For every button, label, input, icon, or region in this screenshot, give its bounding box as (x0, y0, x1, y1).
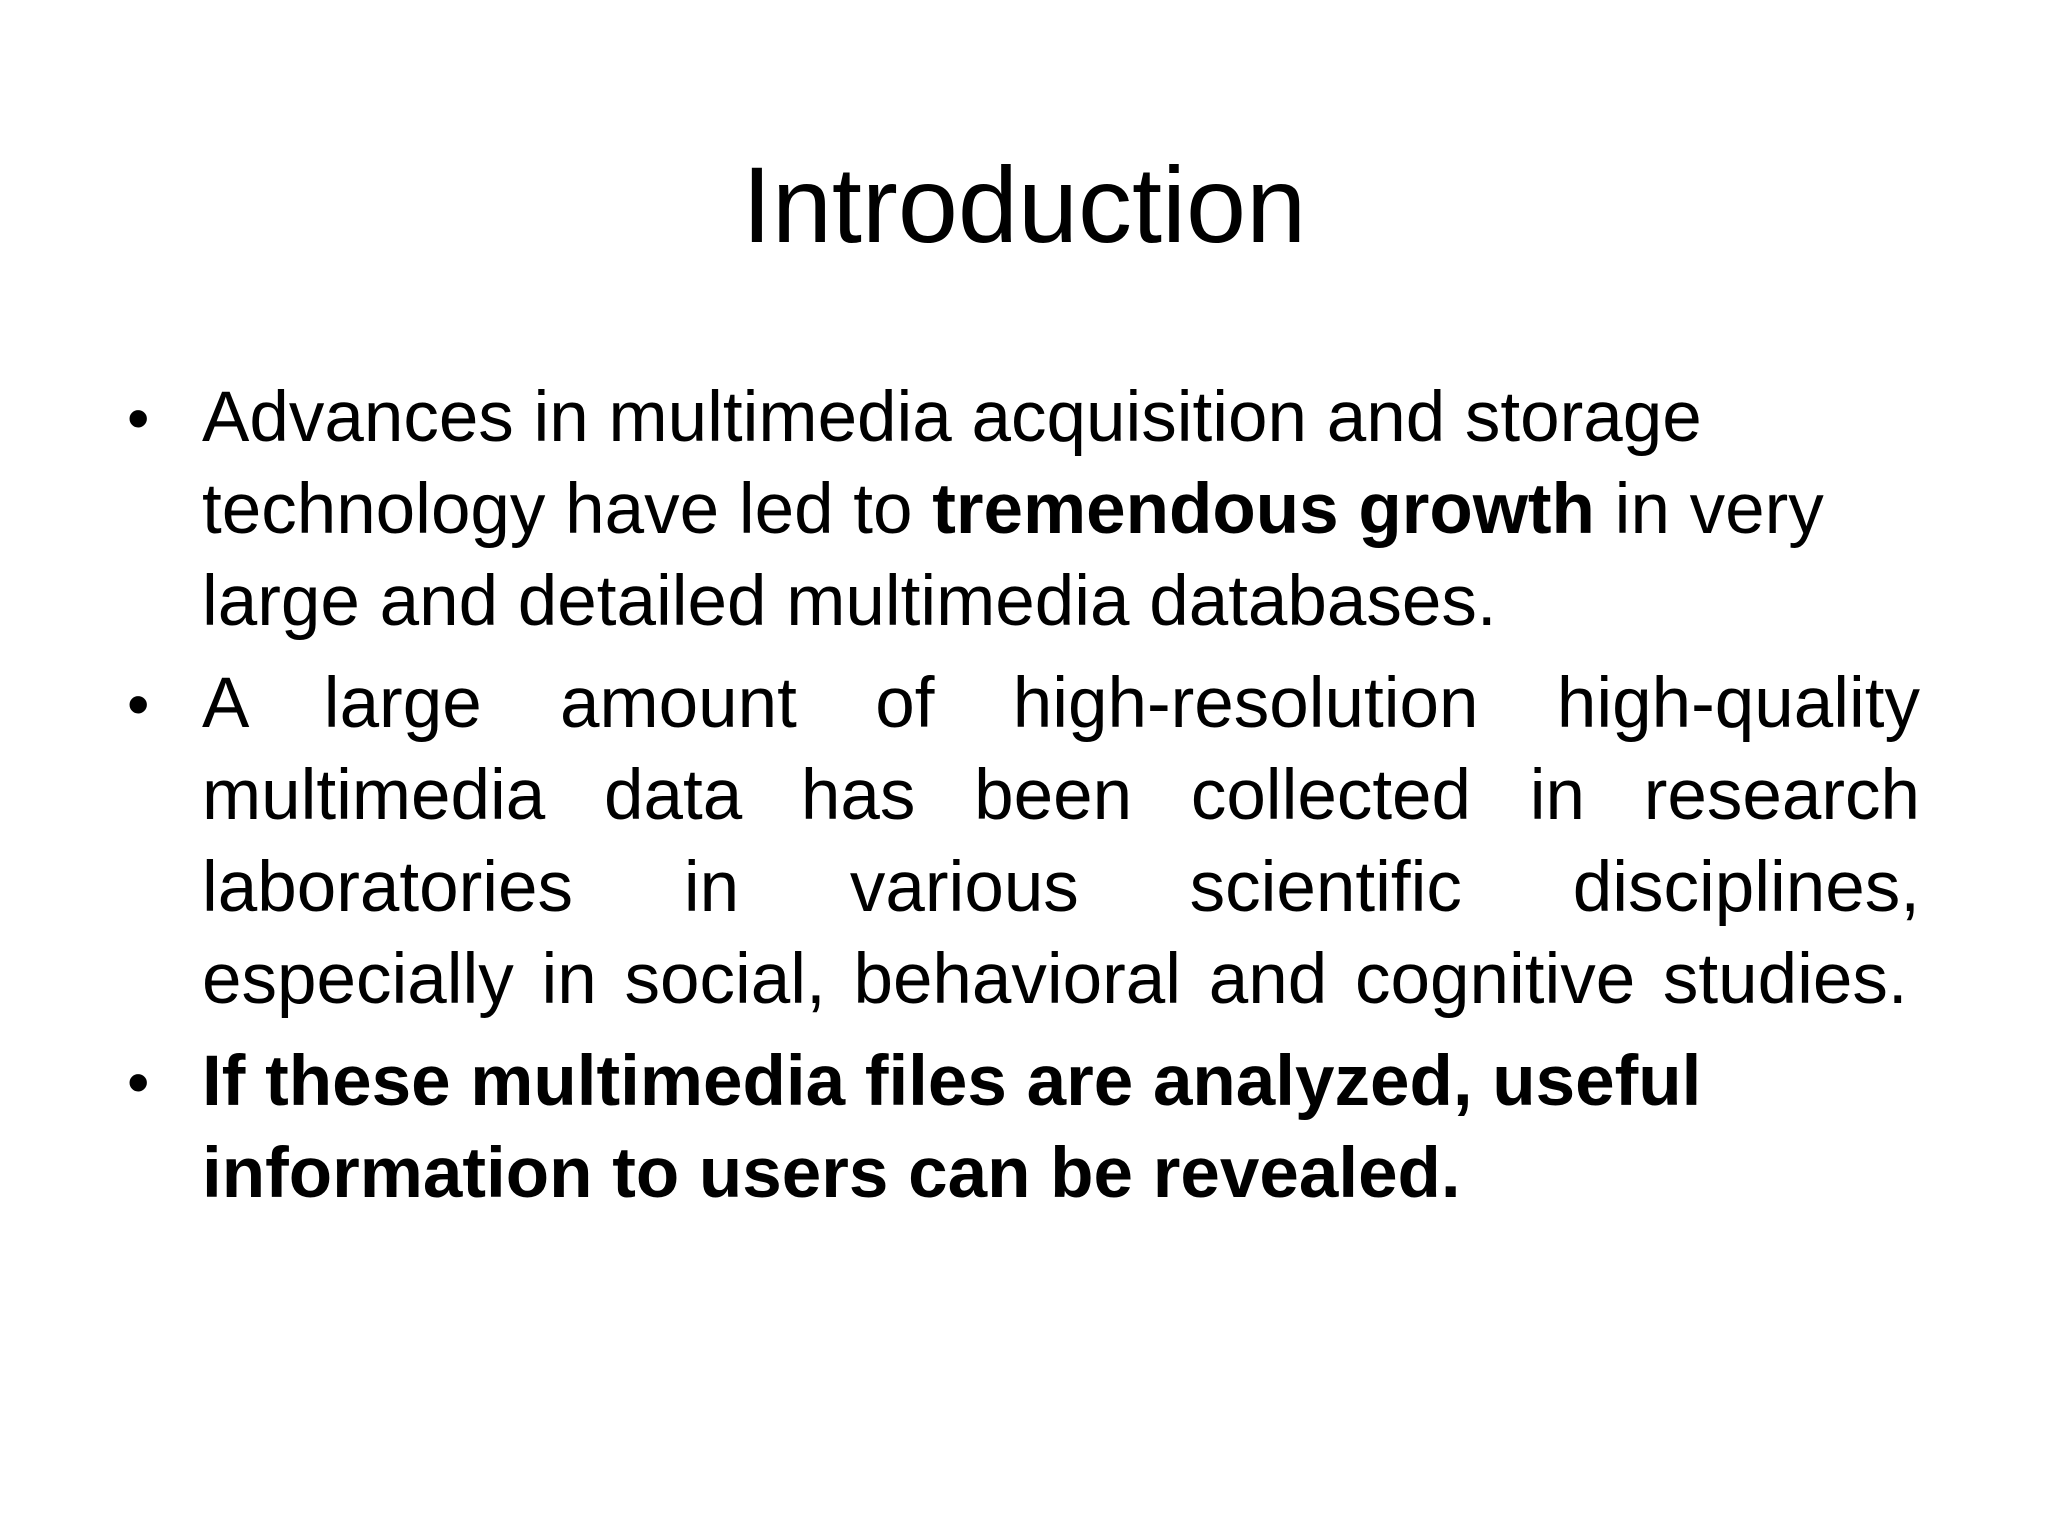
bullet-item-2 (120, 658, 1920, 1026)
bullet-list (120, 372, 1920, 1230)
bullet-dot-icon: • (127, 382, 150, 454)
slide-title: Introduction (741, 144, 1307, 265)
bullet-text-2: A large amount of high-resolution high-quality multimedia data has been collected in research laboratories in various scientific disciplines, especially in social, behavioral and cognitive studies. (202, 664, 1920, 1019)
bullet-1-text-end: in very large and detailed multimedia databases. (202, 470, 1824, 641)
bullet-dot-icon: • (127, 668, 150, 740)
bullet-1-emphasis: tremendous growth (932, 470, 1595, 549)
bullet-item-1 (120, 372, 1920, 648)
bullet-dot-icon: • (127, 1046, 150, 1118)
bullet-item-3 (120, 1036, 1920, 1220)
bullet-text-1 (202, 372, 1920, 648)
bullet-1-text-start: Advances in multimedia acquisition and storage technology have led to (202, 378, 1702, 549)
bullet-text-3: If these multimedia files are analyzed, useful information to users can be revealed. (202, 1042, 1702, 1213)
